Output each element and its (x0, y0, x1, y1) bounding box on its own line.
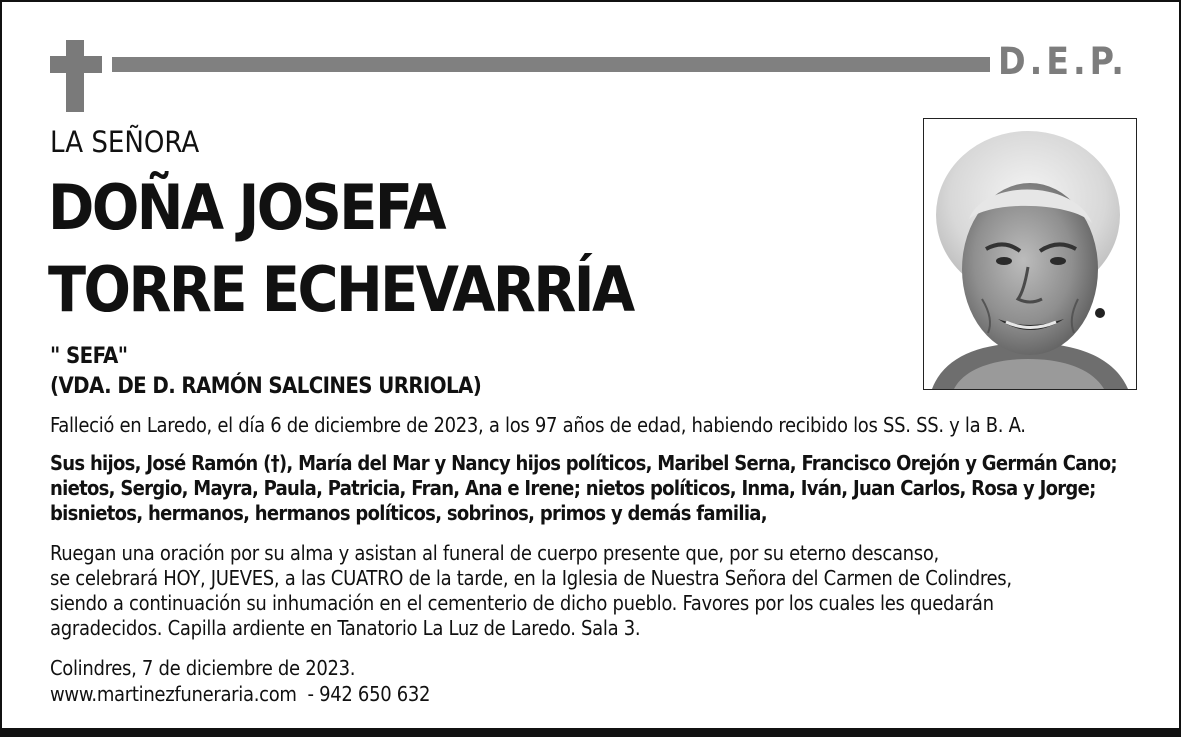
deceased-name-line2: TORRE ECHEVARRÍA (48, 253, 633, 326)
widow-of: (VDA. DE D. RAMÓN SALCINES URRIOLA) (50, 374, 482, 399)
funeral-line: Ruegan una oración por su alma y asistan al funeral de cuerpo presente que, por su eterno descanso, (50, 541, 939, 565)
header-rule (112, 57, 990, 72)
funeral-line: siendo a continuación su inhumación en el cementerio de dicho pueblo. Favores por los cuales les quedarán (50, 591, 994, 615)
funeral-line: agradecidos. Capilla ardiente en Tanatorio La Luz de Laredo. Sala 3. (50, 616, 641, 640)
death-notice: Falleció en Laredo, el día 6 de diciembre de 2023, a los 97 años de edad, habiendo recibido los SS. SS. y la B. A. (50, 413, 1026, 437)
funeral-details (50, 541, 1140, 641)
deceased-name-line1: DOÑA JOSEFA (48, 171, 445, 244)
contact-info (50, 682, 1140, 707)
portrait-photo (923, 118, 1137, 390)
dep-label: D.E.P. (998, 40, 1128, 83)
cross-icon (50, 40, 102, 112)
place-date: Colindres, 7 de diciembre de 2023. (50, 656, 356, 680)
website-phone: www.martinezfuneraria.com - 942 650 632 (50, 682, 431, 706)
nickname: " SEFA" (50, 344, 128, 369)
intro-title: LA SEÑORA (50, 125, 200, 159)
family-list: Sus hijos, José Ramón (†), María del Mar y Nancy hijos políticos, Maribel Serna, Francisco Orejón y Germán Cano; nietos, Sergio, Mayra, Paula, Patricia, Fran, Ana e Irene; nietos políticos, Inma, Iván, Juan Carlos, Rosa y Jorge; bisnietos, hermanos, hermanos políticos, sobrinos, primos y demás familia, (50, 451, 1117, 525)
funeral-line: se celebrará HOY, JUEVES, a las CUATRO de la tarde, en la Iglesia de Nuestra Señora del Carmen de Colindres, (50, 566, 1012, 590)
